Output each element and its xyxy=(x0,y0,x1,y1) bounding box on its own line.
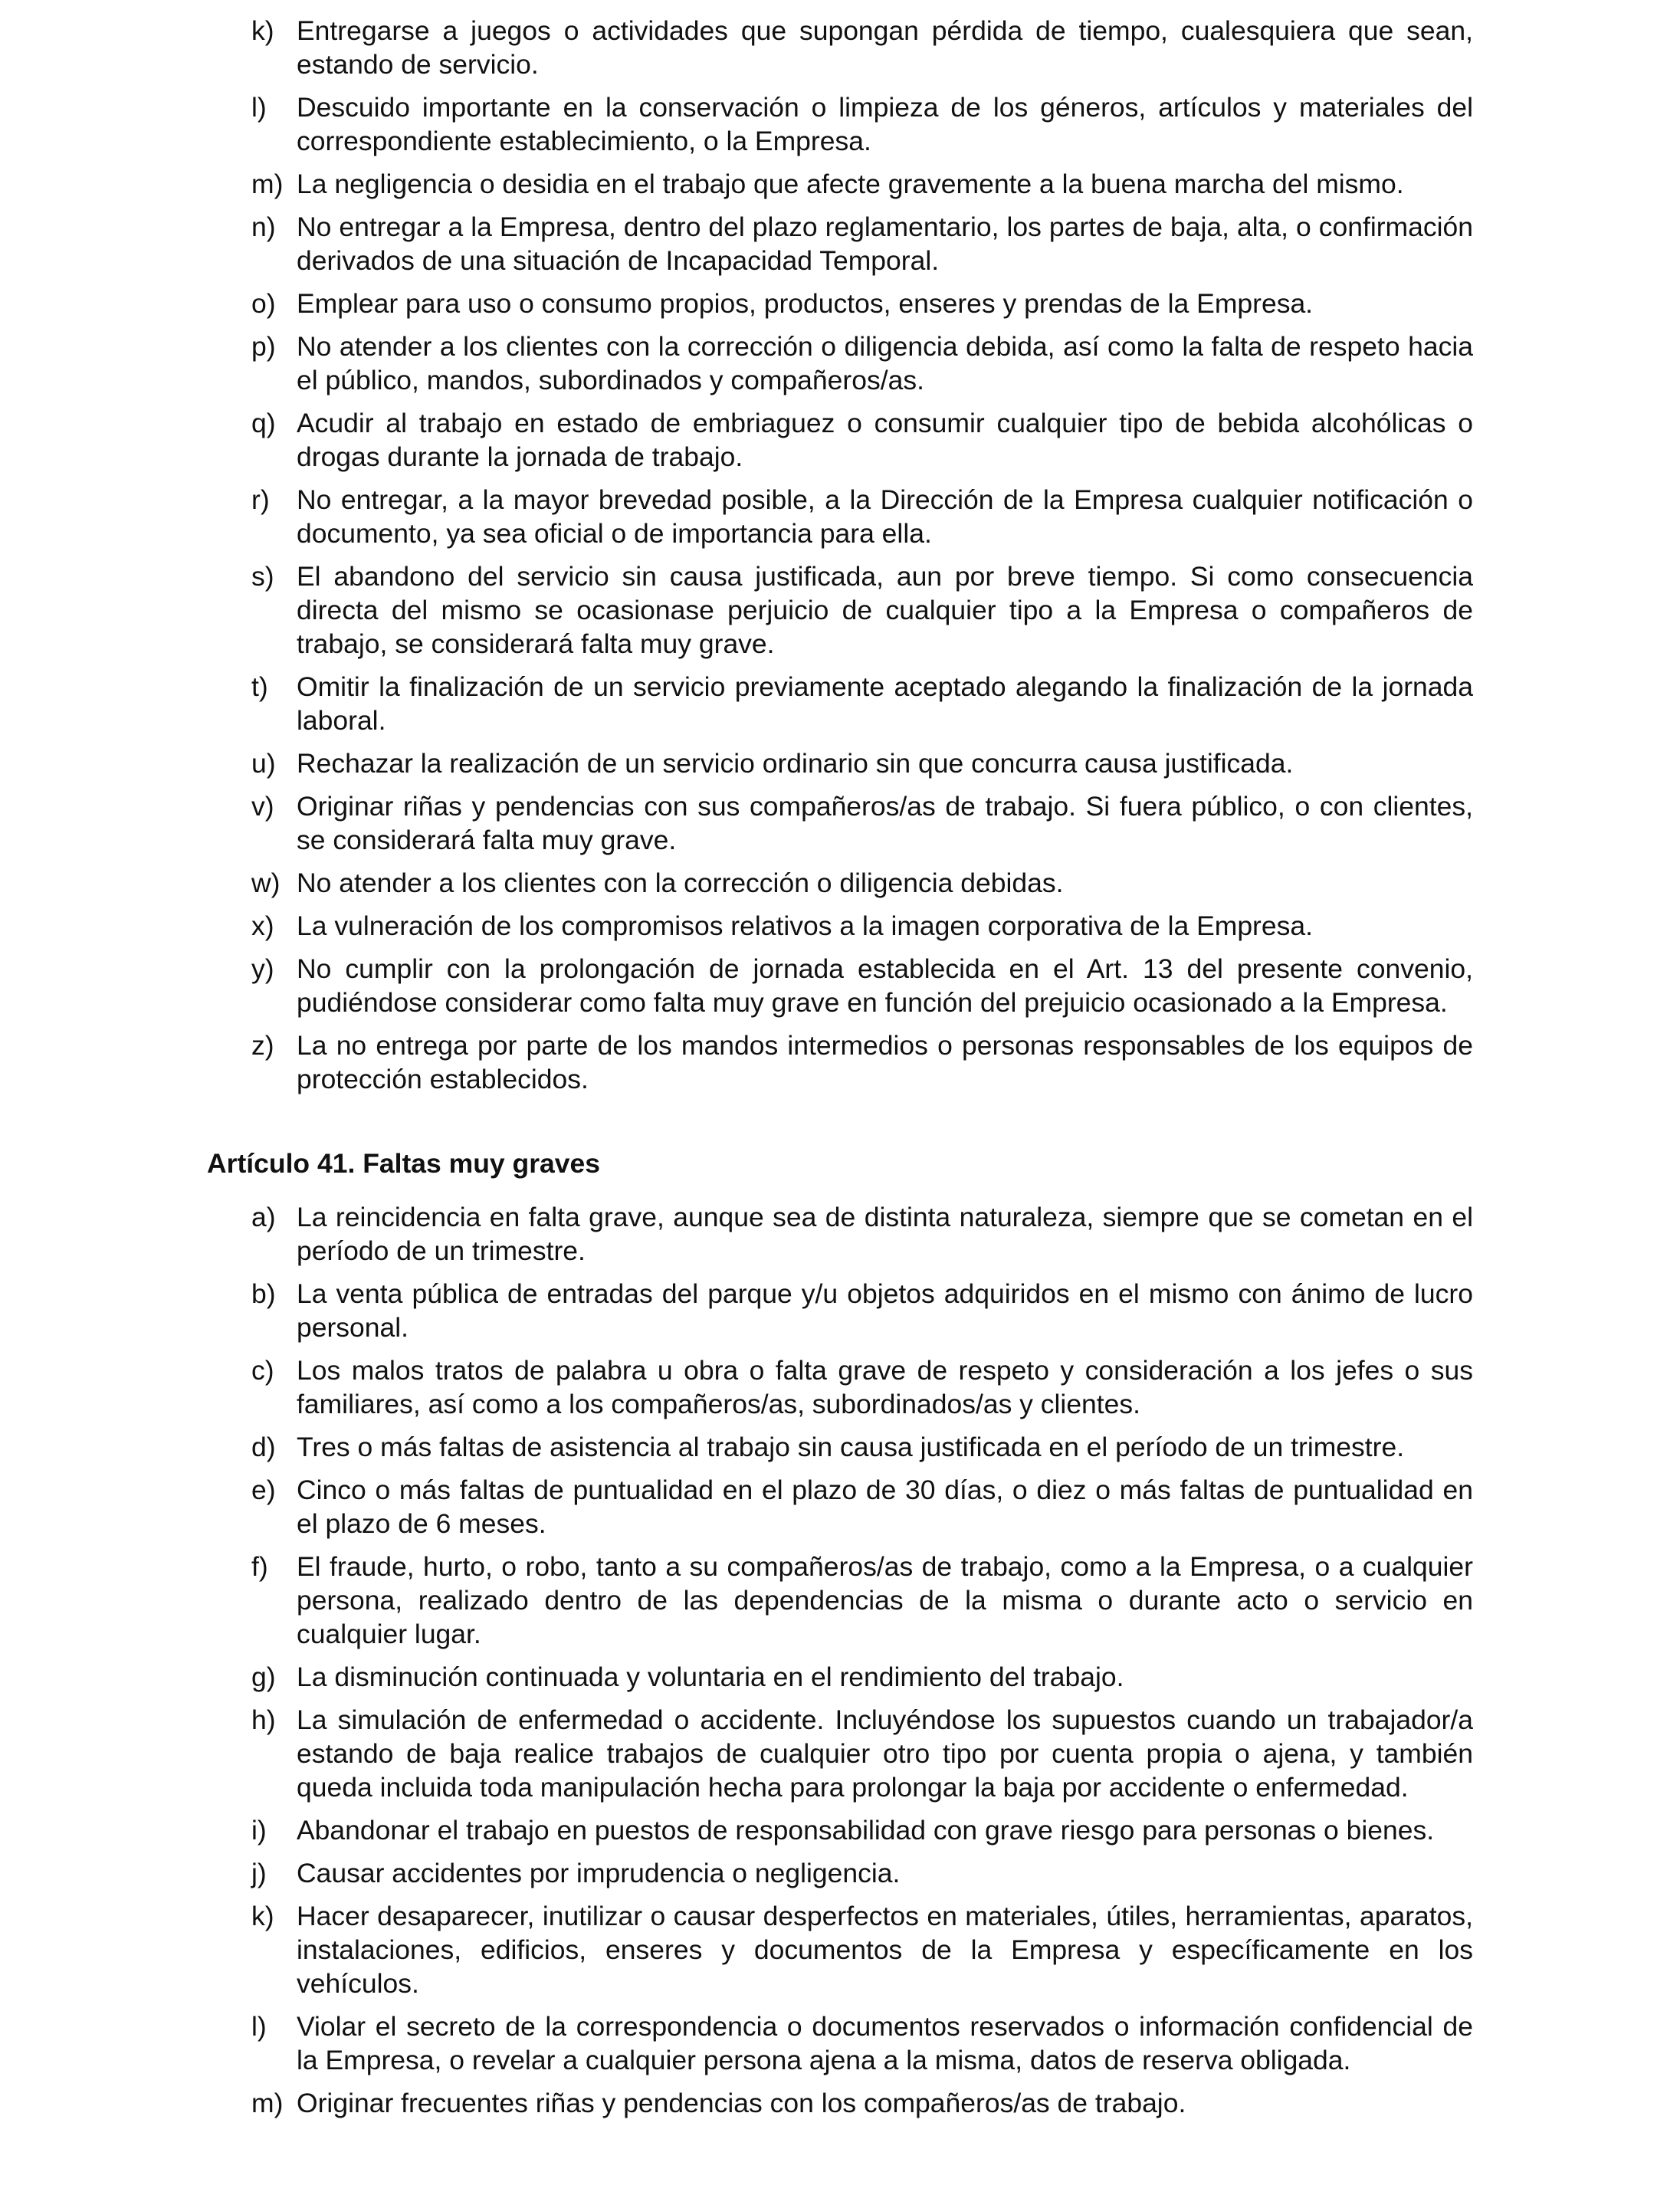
item-marker: m) xyxy=(251,2088,284,2118)
item-text: Descuido importante en la conservación o limpieza de los géneros, artículos y materiales del correspondiente establecimiento, o la Empresa. xyxy=(297,92,1473,156)
item-marker: i) xyxy=(251,1815,267,1846)
list-item xyxy=(0,1660,1680,1694)
item-marker: a) xyxy=(251,1202,276,1232)
item-marker: m) xyxy=(251,169,284,199)
item-marker: h) xyxy=(251,1704,276,1735)
list-item xyxy=(0,1353,1680,1421)
list-item xyxy=(0,167,1680,201)
item-text: La disminución continuada y voluntaria en el rendimiento del trabajo. xyxy=(297,1662,1124,1692)
item-text: Hacer desaparecer, inutilizar o causar desperfectos en materiales, útiles, herramientas, aparatos, instalaciones, edificios, enseres y documentos de la Empresa y específicamente en los vehículos. xyxy=(297,1901,1473,1999)
item-marker: s) xyxy=(251,561,274,592)
faltas-muy-graves-list xyxy=(0,1200,1680,2129)
item-text: Violar el secreto de la correspondencia o documentos reservados o información confidencial de la Empresa, o revelar a cualquier persona ajena a la misma, datos de reserva obligada. xyxy=(297,2011,1473,2075)
item-marker: w) xyxy=(251,868,281,898)
list-item xyxy=(0,1899,1680,2000)
item-text: Abandonar el trabajo en puestos de responsabilidad con grave riesgo para personas o bienes. xyxy=(297,1815,1435,1846)
list-item xyxy=(0,746,1680,780)
item-text: Emplear para uso o consumo propios, productos, enseres y prendas de la Empresa. xyxy=(297,288,1314,319)
list-item xyxy=(0,559,1680,661)
list-item xyxy=(0,406,1680,474)
list-item xyxy=(0,1550,1680,1651)
item-text: Originar frecuentes riñas y pendencias con los compañeros/as de trabajo. xyxy=(297,2088,1186,2118)
item-marker: g) xyxy=(251,1662,276,1692)
item-marker: d) xyxy=(251,1432,276,1462)
list-item xyxy=(0,1277,1680,1344)
article-41-heading: Artículo 41. Faltas muy graves xyxy=(207,1148,600,1179)
item-text: El abandono del servicio sin causa justificada, aun por breve tiempo. Si como consecuencia directa del mismo se ocasionase perjuicio de cualquier tipo a la Empresa o compañeros de trabajo, se considerará falta muy grave. xyxy=(297,561,1473,659)
item-text: La negligencia o desidia en el trabajo que afecte gravemente a la buena marcha del mismo. xyxy=(297,169,1404,199)
item-text: No cumplir con la prolongación de jornada establecida en el Art. 13 del presente convenio, pudiéndose considerar como falta muy grave en función del prejuicio ocasionado a la Empresa. xyxy=(297,953,1473,1018)
item-text: La simulación de enfermedad o accidente. Incluyéndose los supuestos cuando un trabajador/a estando de baja realice trabajos de cualquier otro tipo por cuenta propia o ajena, y también queda incluida toda manipulación hecha para prolongar la baja por accidente o enfermedad. xyxy=(297,1704,1473,1803)
list-item xyxy=(0,909,1680,943)
item-text: La no entrega por parte de los mandos intermedios o personas responsables de los equipos de protección establecidos. xyxy=(297,1030,1473,1094)
item-marker: x) xyxy=(251,910,274,941)
list-item xyxy=(0,1029,1680,1096)
list-item xyxy=(0,483,1680,550)
list-item xyxy=(0,952,1680,1019)
item-text: No atender a los clientes con la corrección o diligencia debida, así como la falta de respeto hacia el público, mandos, subordinados y compañeros/as. xyxy=(297,331,1473,395)
list-item xyxy=(0,1430,1680,1464)
item-text: Omitir la finalización de un servicio previamente aceptado alegando la finalización de la jornada laboral. xyxy=(297,671,1473,736)
list-item xyxy=(0,14,1680,81)
list-item xyxy=(0,1813,1680,1847)
item-text: No atender a los clientes con la corrección o diligencia debidas. xyxy=(297,868,1064,898)
item-text: Acudir al trabajo en estado de embriaguez o consumir cualquier tipo de bebida alcohólicas o drogas durante la jornada de trabajo. xyxy=(297,408,1473,472)
list-item xyxy=(0,210,1680,277)
item-marker: f) xyxy=(251,1551,268,1582)
item-text: La venta pública de entradas del parque y/u objetos adquiridos en el mismo con ánimo de lucro personal. xyxy=(297,1278,1473,1343)
item-text: La reincidencia en falta grave, aunque sea de distinta naturaleza, siempre que se cometan en el período de un trimestre. xyxy=(297,1202,1473,1266)
item-text: Originar riñas y pendencias con sus compañeros/as de trabajo. Si fuera público, o con clientes, se considerará falta muy grave. xyxy=(297,791,1473,855)
item-marker: n) xyxy=(251,212,276,242)
item-marker: e) xyxy=(251,1475,276,1505)
item-marker: j) xyxy=(251,1858,267,1888)
list-item xyxy=(0,90,1680,158)
item-marker: k) xyxy=(251,1901,274,1931)
item-text: No entregar, a la mayor brevedad posible, a la Dirección de la Empresa cualquier notificación o documento, ya sea oficial o de importancia para ella. xyxy=(297,484,1473,549)
item-marker: u) xyxy=(251,748,276,779)
item-text: El fraude, hurto, o robo, tanto a su compañeros/as de trabajo, como a la Empresa, o a cualquier persona, realizado dentro de las dependencias de la misma o durante acto o servicio en cualquier lugar. xyxy=(297,1551,1473,1649)
item-marker: t) xyxy=(251,671,268,702)
list-item xyxy=(0,2010,1680,2077)
list-item xyxy=(0,1473,1680,1540)
item-marker: z) xyxy=(251,1030,274,1061)
item-marker: r) xyxy=(251,484,270,515)
item-marker: o) xyxy=(251,288,276,319)
item-marker: k) xyxy=(251,15,274,46)
item-marker: l) xyxy=(251,2011,267,2042)
list-item xyxy=(0,1200,1680,1268)
item-text: Cinco o más faltas de puntualidad en el plazo de 30 días, o diez o más faltas de puntualidad en el plazo de 6 meses. xyxy=(297,1475,1473,1539)
list-item xyxy=(0,1703,1680,1804)
list-item xyxy=(0,789,1680,857)
item-marker: c) xyxy=(251,1355,274,1386)
item-marker: l) xyxy=(251,92,267,123)
list-item xyxy=(0,287,1680,320)
list-item xyxy=(0,1856,1680,1890)
faltas-graves-list xyxy=(0,14,1680,1105)
list-item xyxy=(0,670,1680,737)
item-text: Rechazar la realización de un servicio ordinario sin que concurra causa justificada. xyxy=(297,748,1294,779)
list-item xyxy=(0,866,1680,900)
item-text: Los malos tratos de palabra u obra o falta grave de respeto y consideración a los jefes o sus familiares, así como a los compañeros/as, subordinados/as y clientes. xyxy=(297,1355,1473,1419)
item-text: Entregarse a juegos o actividades que supongan pérdida de tiempo, cualesquiera que sean, estando de servicio. xyxy=(297,15,1473,80)
item-marker: y) xyxy=(251,953,274,984)
item-marker: q) xyxy=(251,408,276,438)
item-text: Tres o más faltas de asistencia al trabajo sin causa justificada en el período de un trimestre. xyxy=(297,1432,1405,1462)
item-marker: b) xyxy=(251,1278,276,1309)
item-text: Causar accidentes por imprudencia o negligencia. xyxy=(297,1858,901,1888)
item-text: No entregar a la Empresa, dentro del plazo reglamentario, los partes de baja, alta, o confirmación derivados de una situación de Incapacidad Temporal. xyxy=(297,212,1473,276)
list-item xyxy=(0,2086,1680,2120)
list-item xyxy=(0,330,1680,397)
item-marker: v) xyxy=(251,791,274,822)
item-text: La vulneración de los compromisos relativos a la imagen corporativa de la Empresa. xyxy=(297,910,1313,941)
item-marker: p) xyxy=(251,331,276,362)
